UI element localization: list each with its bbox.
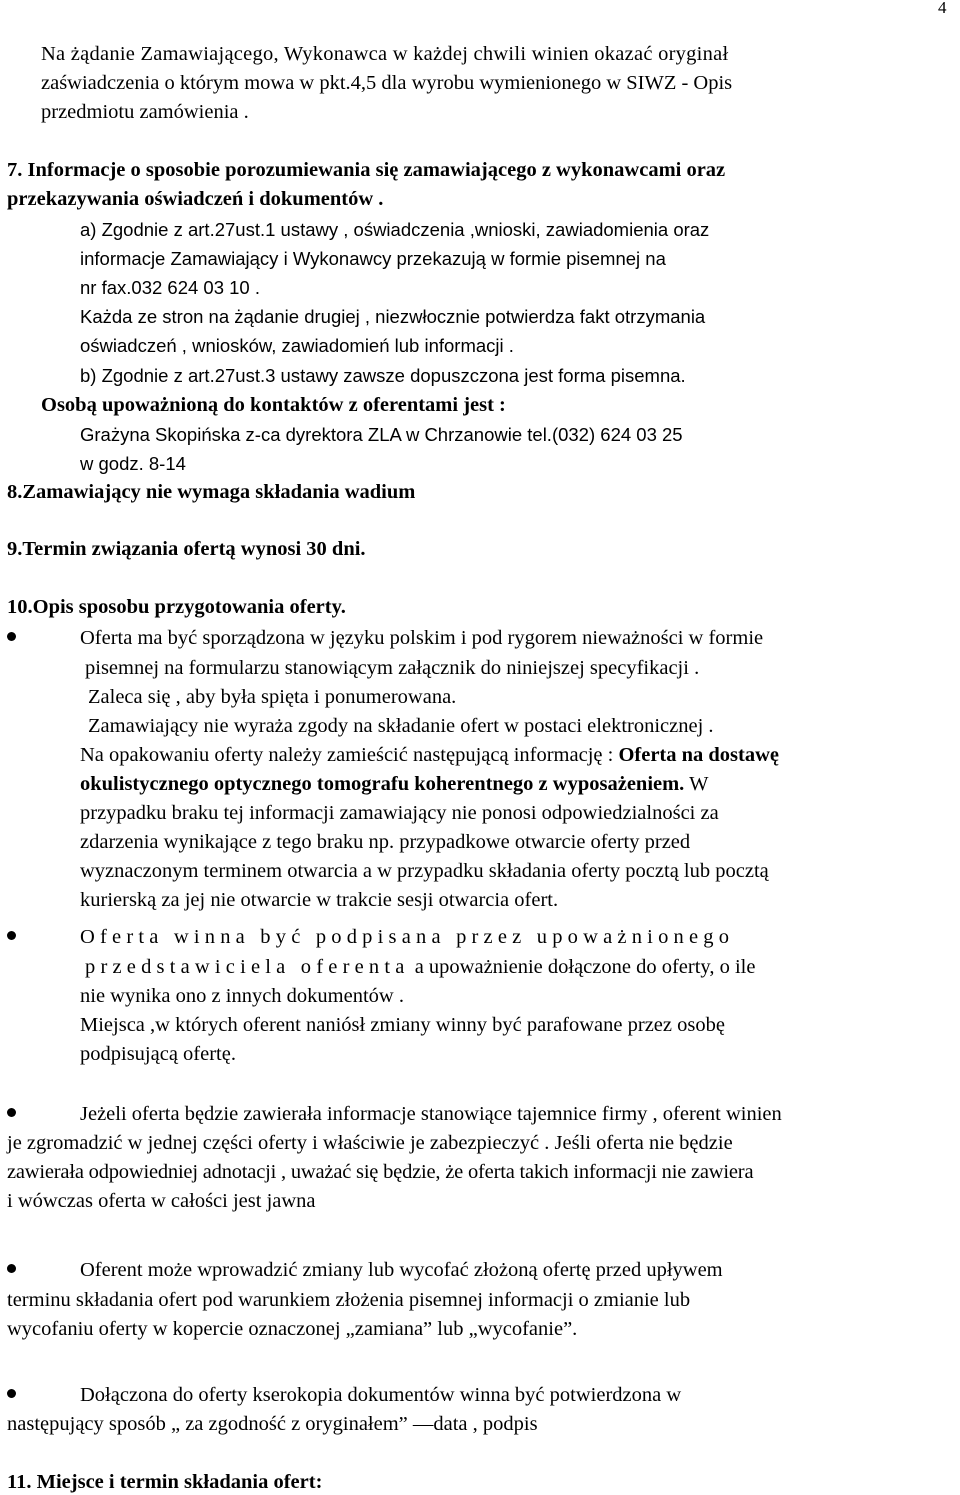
contact-line-2: w godz. 8-14 xyxy=(80,453,186,474)
bullet-1-line-9: wyznaczonym terminem otwarcia a w przypadku składania oferty pocztą lub pocztą xyxy=(80,860,769,882)
intro-line-2: zaświadczenia o którym mowa w pkt.4,5 dla wyrobu wymienionego w SIWZ - Opis xyxy=(41,72,733,94)
bullet-3-line-1: Jeżeli oferta będzie zawierała informacje stanowiące tajemnice firmy , oferent winien xyxy=(80,1103,782,1125)
bullet-1-line-6-tail: W xyxy=(684,773,709,795)
bullet-1-line-4: Zamawiający nie wyraża zgody na składanie ofert w postaci elektronicznej . xyxy=(88,715,714,737)
section-7b-line: b) Zgodnie z art.27ust.3 ustawy zawsze dopuszczona jest forma pisemna. xyxy=(80,365,686,386)
intro-line-1: Na żądanie Zamawiającego, Wykonawca w każdej chwili winien okazać oryginał xyxy=(41,43,729,65)
section-9-heading: 9.Termin związania ofertą wynosi 30 dni. xyxy=(7,538,366,560)
section-7a-line-5: oświadczeń , wniosków, zawiadomień lub informacji . xyxy=(80,335,514,356)
page-number: 4 xyxy=(938,0,947,17)
bullet-1-line-5-text: Na opakowaniu oferty należy zamieścić następującą informację : xyxy=(80,744,619,766)
bullet-1-line-1: Oferta ma być sporządzona w języku polskim i pod rygorem nieważności w formie xyxy=(80,627,764,649)
bullet-4-line-1: Oferent może wprowadzić zmiany lub wycofać złożoną ofertę przed upływem xyxy=(80,1259,723,1281)
bullet-icon xyxy=(7,632,16,641)
section-11-heading: 11. Miejsce i termin składania ofert: xyxy=(7,1471,323,1493)
section-8-heading: 8.Zamawiający nie wymaga składania wadium xyxy=(7,481,416,503)
bullet-2-line-4: Miejsca ,w których oferent naniósł zmiany winny być parafowane przez osobę xyxy=(80,1014,725,1036)
bullet-1-line-8: zdarzenia wynikające z tego braku np. przypadkowe otwarcie oferty przed xyxy=(80,831,691,853)
bullet-1-line-5 xyxy=(80,743,779,767)
bullet-2-spaced-line-1: Oferta winna być podpisana przez upoważnionego xyxy=(80,926,735,948)
bullet-4-line-3: wycofaniu oferty w kopercie oznaczonej „zamiana” lub „wycofanie”. xyxy=(7,1318,578,1340)
bullet-icon xyxy=(7,1264,16,1273)
bullet-4-line-2: terminu składania ofert pod warunkiem złożenia pisemnej informacji o zmianie lub xyxy=(7,1289,691,1311)
section-7a-line-3: nr fax.032 624 03 10 . xyxy=(80,277,260,298)
oferta-na-dostawe-text: Oferta na dostawę xyxy=(618,744,780,766)
bullet-1-line-10: kurierską za jej nie otwarcie w trakcie sesji otwarcia ofert. xyxy=(80,889,559,911)
bullet-icon xyxy=(7,1389,16,1398)
bullet-icon xyxy=(7,1108,16,1117)
bullet-5-line-1: Dołączona do oferty kserokopia dokumentów winna być potwierdzona w xyxy=(80,1384,682,1406)
intro-line-3: przedmiotu zamówienia . xyxy=(41,101,249,123)
section-7-heading-line-2: przekazywania oświadczeń i dokumentów . xyxy=(7,188,384,210)
contact-line-1: Grażyna Skopińska z-ca dyrektora ZLA w Chrzanowie tel.(032) 624 03 25 xyxy=(80,424,683,445)
section-10-heading: 10.Opis sposobu przygotowania oferty. xyxy=(7,596,346,618)
bullet-1-line-3: Zaleca się , aby była spięta i ponumerowana. xyxy=(88,686,457,708)
bullet-1-line-7: przypadku braku tej informacji zamawiający nie ponosi odpowiedzialności za xyxy=(80,802,719,824)
bullet-2-line-5: podpisującą ofertę. xyxy=(80,1043,236,1065)
bullet-2-line-3: nie wynika ono z innych dokumentów . xyxy=(80,985,404,1007)
section-7a-line-2: informacje Zamawiający i Wykonawcy przekazują w formie pisemnej na xyxy=(80,248,666,269)
bullet-1-line-2: pisemnej na formularzu stanowiącym załącznik do niniejszej specyfikacji . xyxy=(85,657,700,679)
section-7a-line-4: Każda ze stron na żądanie drugiej , niezwłocznie potwierdza fakt otrzymania xyxy=(80,306,706,327)
bullet-3-line-4: i wówczas oferta w całości jest jawna xyxy=(7,1190,316,1212)
bullet-3-line-3: zawierała odpowiedniej adnotacji , uważać się będzie, że oferta takich informacji nie zawiera xyxy=(7,1161,754,1183)
contact-label: Osobą upoważnioną do kontaktów z oferentami jest : xyxy=(41,394,506,416)
bullet-2-line-2-rest: a upoważnienie dołączone do oferty, o ile xyxy=(409,956,756,978)
bullet-3-line-2: je zgromadzić w jednej części oferty i właściwie je zabezpieczyć . Jeśli oferta nie będzie xyxy=(7,1132,733,1154)
product-name-text: okulistycznego optycznego tomografu koherentnego z wyposażeniem. xyxy=(80,773,685,795)
section-7a-line-1: a) Zgodnie z art.27ust.1 ustawy , oświadczenia ,wnioski, zawiadomienia oraz xyxy=(80,219,710,240)
bullet-1-line-6 xyxy=(80,772,708,796)
bullet-2-spaced-line-2: przedstawiciela oferenta xyxy=(85,956,410,978)
bullet-5-line-2: następujący sposób „ za zgodność z oryginałem” —data , podpis xyxy=(7,1413,538,1435)
section-7-heading-line-1: 7. Informacje o sposobie porozumiewania się zamawiającego z wykonawcami oraz xyxy=(7,159,726,181)
bullet-2-line-2 xyxy=(85,955,755,979)
bullet-icon xyxy=(7,931,16,940)
